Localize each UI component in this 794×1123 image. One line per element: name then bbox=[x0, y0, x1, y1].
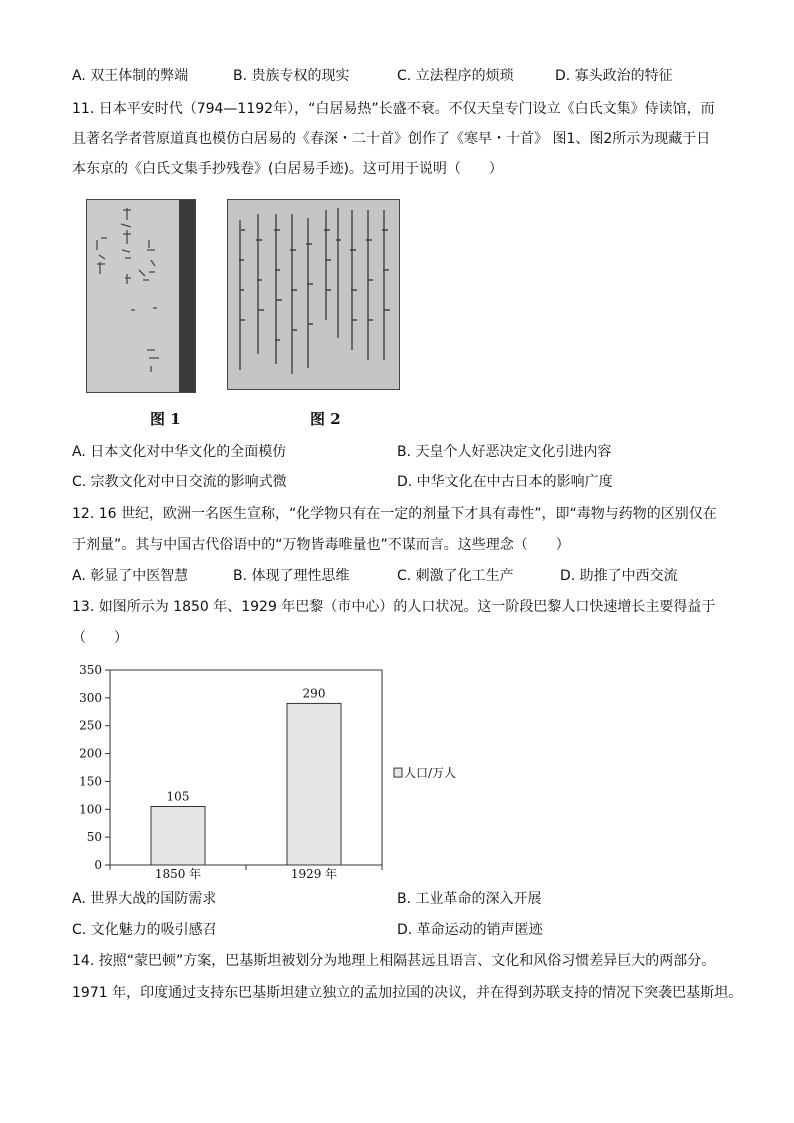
y-tick-label: 300 bbox=[79, 690, 102, 705]
x-category-label: 1929 年 bbox=[290, 867, 338, 880]
q11-stem-line-3: 本东京的《白氏文集手抄残卷》(白居易手迹)。这可用于说明（ ） bbox=[72, 161, 503, 177]
y-tick-label: 350 bbox=[79, 663, 102, 677]
figure-1-caption: 图 1 bbox=[150, 410, 181, 428]
q10-option-a: A. 双王体制的弊端 bbox=[72, 68, 189, 84]
q11-option-d: D. 中华文化在中古日本的影响广度 bbox=[397, 474, 613, 490]
q13-stem-line-1: 13. 如图所示为 1850 年、1929 年巴黎（市中心）的人口状况。这一阶段巴黎人口快速增长主要得益于 bbox=[72, 599, 716, 615]
y-tick-label: 50 bbox=[86, 830, 102, 845]
q10-option-b: B. 贵族专权的现实 bbox=[233, 68, 350, 84]
y-tick-label: 100 bbox=[79, 802, 102, 817]
q11-stem-line-1: 11. 日本平安时代（794—1192年），“白居易热”长盛不衰。不仅天皇专门设立《白氏文集》侍读馆，而 bbox=[72, 101, 715, 117]
q12-stem-line-2: 于剂量”。其与中国古代俗语中的“万物皆毒唯量也”不谋而言。这些理念（ ） bbox=[72, 537, 570, 553]
q13-option-c: C. 文化魅力的吸引感召 bbox=[72, 922, 217, 938]
manuscript-scan-1 bbox=[87, 200, 195, 392]
legend-swatch bbox=[394, 768, 402, 777]
q12-stem-line-1: 12. 16 世纪，欧洲一名医生宣称，“化学物只有在一定的剂量下才具有毒性”，即“毒物与药物的区别仅在 bbox=[72, 506, 717, 522]
bar-value-label: 105 bbox=[166, 789, 190, 804]
q13-stem-line-2: （ ） bbox=[72, 630, 128, 646]
y-tick-label: 0 bbox=[94, 858, 102, 872]
q14-stem-line-2: 1971 年，印度通过支持东巴基斯坦建立独立的孟加拉国的决议，并在得到苏联支持的情况下突袭巴基斯坦。 bbox=[72, 985, 743, 1001]
y-tick-label: 200 bbox=[79, 746, 102, 761]
bar-1 bbox=[287, 703, 341, 865]
q11-stem-line-2: 且著名学者菅原道真也模仿白居易的《春深・二十首》创作了《寒早・十首》 图1、图2所示为现藏于日 bbox=[72, 131, 711, 147]
q11-option-a: A. 日本文化对中华文化的全面模仿 bbox=[72, 444, 287, 460]
legend-label: 人口/万人 bbox=[404, 766, 457, 781]
y-tick-label: 250 bbox=[79, 718, 102, 733]
figure-2-caption: 图 2 bbox=[310, 410, 341, 428]
q10-option-d: D. 寡头政治的特征 bbox=[555, 68, 673, 84]
q12-option-d: D. 助推了中西交流 bbox=[560, 568, 678, 584]
population-bar-chart bbox=[70, 660, 470, 880]
q13-option-d: D. 革命运动的销声匿迹 bbox=[397, 922, 543, 938]
q12-option-c: C. 刺激了化工生产 bbox=[397, 568, 514, 584]
manuscript-scan-2 bbox=[228, 200, 399, 389]
q13-option-b: B. 工业革命的深入开展 bbox=[397, 891, 542, 907]
x-category-label: 1850 年 bbox=[154, 867, 202, 880]
figure-2-manuscript-image bbox=[227, 199, 400, 390]
q12-option-a: A. 彰显了中医智慧 bbox=[72, 568, 189, 584]
bar-value-label: 290 bbox=[302, 686, 326, 701]
y-tick-label: 150 bbox=[79, 774, 102, 789]
q11-option-b: B. 天皇个人好恶决定文化引进内容 bbox=[397, 444, 612, 460]
q14-stem-line-1: 14. 按照“蒙巴顿”方案，巴基斯坦被划分为地理上相隔甚远且语言、文化和风俗习惯差异巨大的两部分。 bbox=[72, 953, 716, 969]
figure-1-manuscript-image bbox=[86, 199, 196, 393]
q13-option-a: A. 世界大战的国防需求 bbox=[72, 891, 217, 907]
bar-0 bbox=[151, 807, 205, 866]
q11-option-c: C. 宗教文化对中日交流的影响式微 bbox=[72, 474, 287, 490]
q10-option-c: C. 立法程序的烦琐 bbox=[397, 68, 514, 84]
q12-option-b: B. 体现了理性思维 bbox=[233, 568, 350, 584]
